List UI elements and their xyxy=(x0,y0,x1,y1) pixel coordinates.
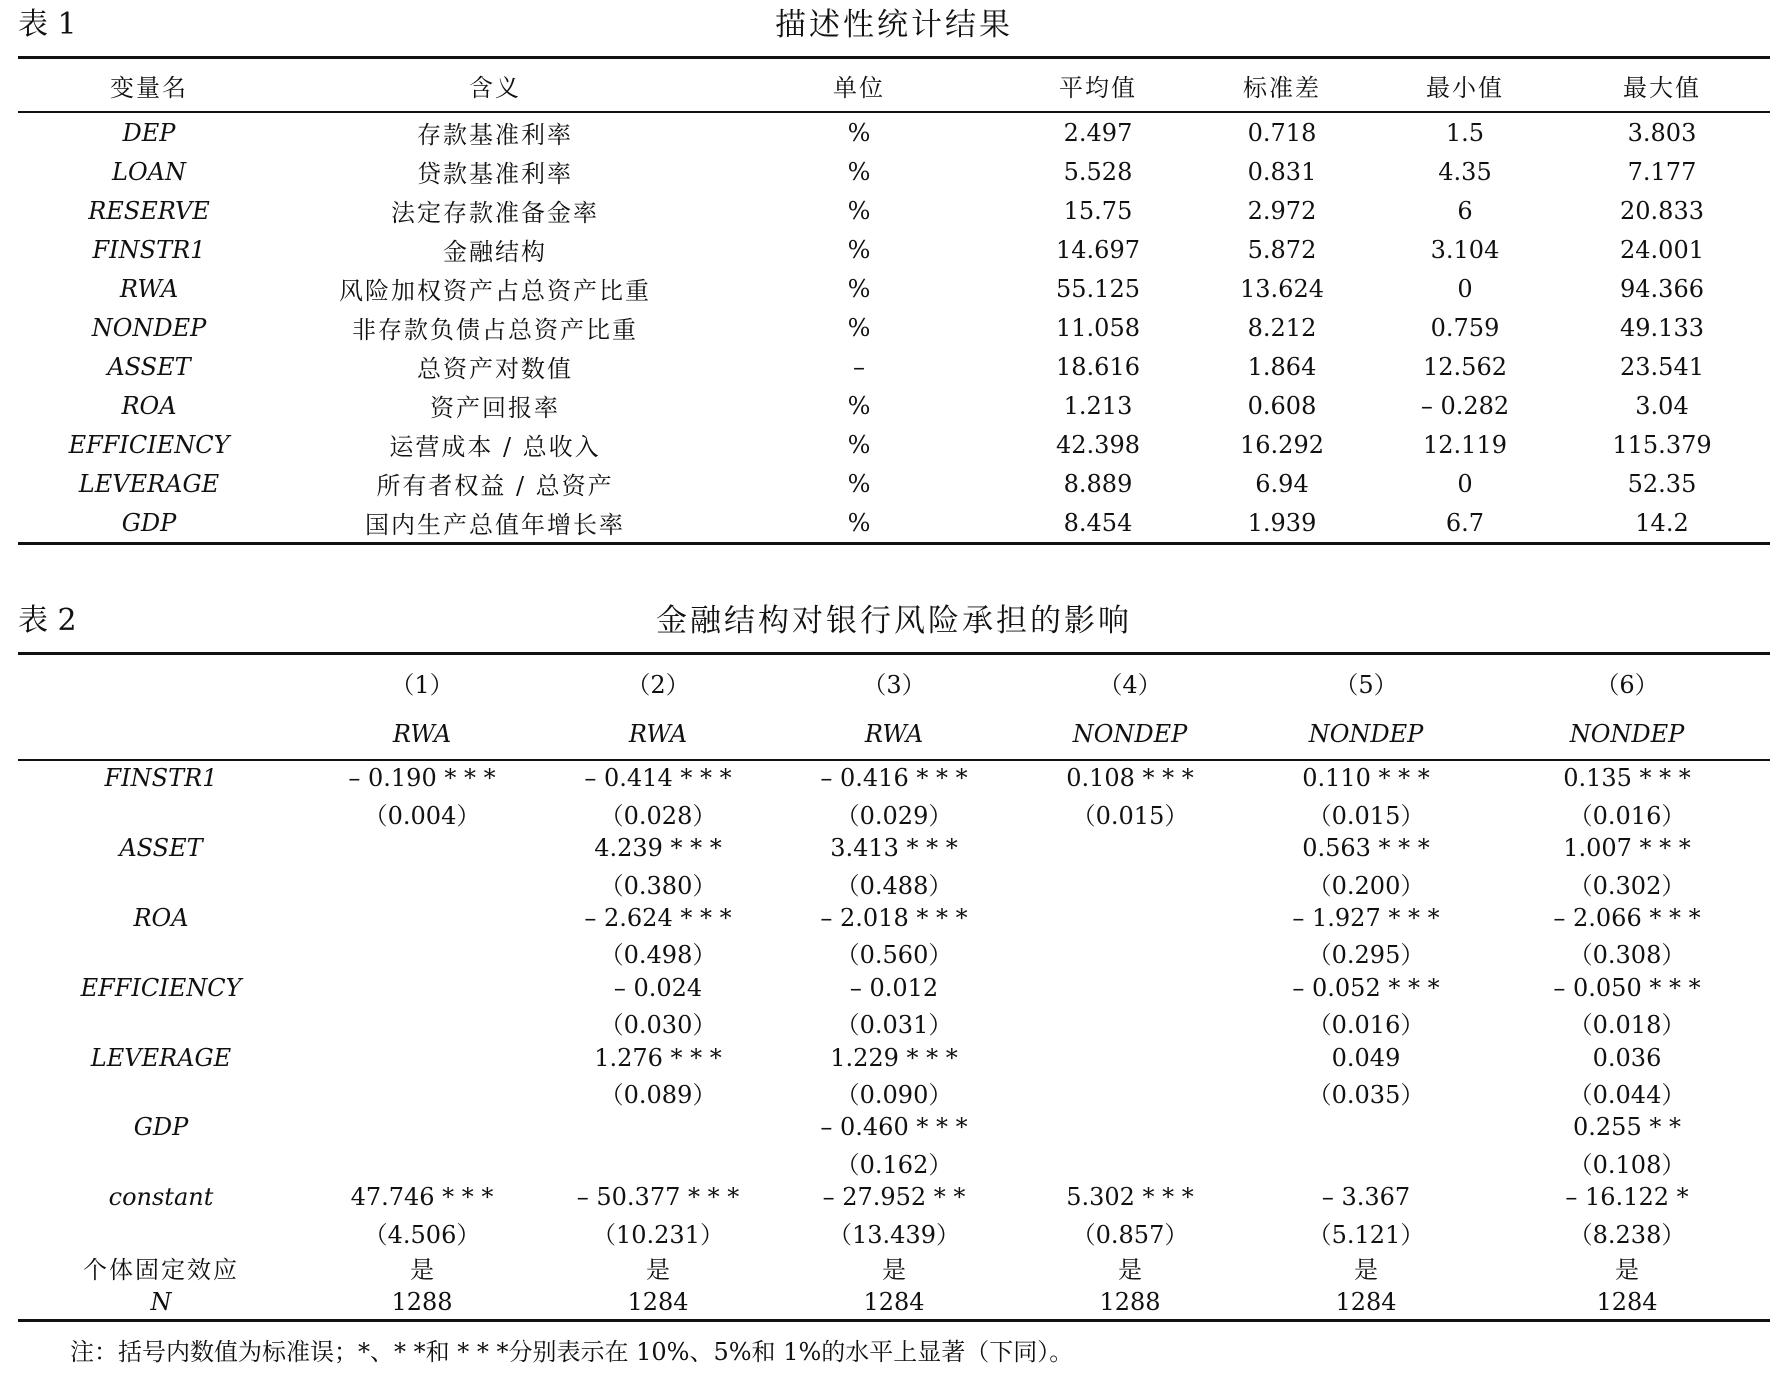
coefficient-cell xyxy=(304,901,540,936)
variable-name-cell: ROA xyxy=(121,391,177,420)
dependent-variable-cell: RWA xyxy=(304,709,540,760)
coefficient-cell: 0.110 * * * xyxy=(1302,764,1430,793)
variable-name-cell: RESERVE xyxy=(88,196,210,225)
coefficient-cell: – 0.414 * * * xyxy=(584,764,732,793)
table1-header-cell: 含义 xyxy=(280,58,710,113)
table1-header-cell: 单位 xyxy=(710,58,1008,113)
table-cell: 15.75 xyxy=(1063,196,1133,225)
coefficient-cell: – 16.122 * xyxy=(1565,1183,1689,1212)
table-cell: % xyxy=(847,430,871,459)
coefficient-cell xyxy=(1248,1110,1484,1145)
fixed-effects-row xyxy=(18,1250,1770,1285)
table-row xyxy=(18,191,1770,230)
variable-name-cell: GDP xyxy=(121,508,177,537)
standard-error-row xyxy=(18,1005,1770,1040)
table-cell: 1284 xyxy=(1596,1287,1658,1316)
table-cell: % xyxy=(847,196,871,225)
table-cell: % xyxy=(847,508,871,537)
table-cell: 42.398 xyxy=(1056,430,1140,459)
table2-column-number-row xyxy=(18,654,1770,710)
standard-error-cell: （0.857） xyxy=(1071,1220,1189,1249)
table-cell: 55.125 xyxy=(1056,274,1140,303)
empty-cell xyxy=(18,1215,304,1250)
table2-label: 表 2 xyxy=(18,603,77,638)
column-number-cell: （6） xyxy=(1595,670,1659,699)
table1-header-cell: 变量名 xyxy=(18,58,280,113)
coefficient-row xyxy=(18,901,1770,936)
table-cell: 是 xyxy=(410,1255,434,1284)
coefficient-cell: 1.229 * * * xyxy=(830,1043,958,1072)
table-cell: 11.058 xyxy=(1056,313,1140,342)
table-row xyxy=(18,152,1770,191)
descriptive-statistics-table xyxy=(18,56,1770,545)
table-cell: 总资产对数值 xyxy=(417,355,573,383)
table-cell: 运营成本 / 总收入 xyxy=(389,433,601,461)
table-cell: 1.213 xyxy=(1063,391,1133,420)
standard-error-row xyxy=(18,1215,1770,1250)
table-cell: 14.2 xyxy=(1635,508,1689,537)
coefficient-cell xyxy=(304,831,540,866)
table-cell: 是 xyxy=(646,1255,670,1284)
coefficient-cell xyxy=(304,1110,540,1145)
table-cell: 52.35 xyxy=(1627,469,1697,498)
table-cell: – xyxy=(853,352,865,381)
standard-error-cell: （8.238） xyxy=(1568,1220,1686,1249)
row-label-cell: 个体固定效应 xyxy=(83,1255,239,1284)
standard-error-cell: （0.498） xyxy=(599,941,717,970)
table-note: 注：括号内数值为标准误；*、* *和 * * *分别表示在 10%、5%和 1%的水平上显著（下同）。 xyxy=(70,1338,1074,1366)
coefficient-cell: – 0.012 xyxy=(849,973,939,1002)
coefficient-cell: 5.302 * * * xyxy=(1066,1183,1194,1212)
empty-header-cell xyxy=(18,709,304,760)
standard-error-cell: （5.121） xyxy=(1307,1220,1425,1249)
coefficient-cell: 1.007 * * * xyxy=(1563,834,1691,863)
standard-error-row xyxy=(18,866,1770,901)
standard-error-cell: （0.089） xyxy=(599,1080,717,1109)
table-cell: 49.133 xyxy=(1620,313,1704,342)
coefficient-cell: 0.135 * * * xyxy=(1563,764,1691,793)
empty-cell xyxy=(18,1005,304,1040)
table-cell: 是 xyxy=(1615,1255,1639,1284)
coefficient-cell: 3.413 * * * xyxy=(830,834,958,863)
standard-error-cell: （0.030） xyxy=(599,1011,717,1040)
standard-error-cell: （10.231） xyxy=(592,1220,724,1249)
table2-title: 金融结构对银行风险承担的影响 xyxy=(656,603,1132,639)
empty-cell xyxy=(18,1075,304,1110)
empty-cell xyxy=(18,935,304,970)
coefficient-row xyxy=(18,831,1770,866)
coefficient-cell xyxy=(1012,901,1248,936)
standard-error-cell xyxy=(1012,935,1248,970)
coefficient-cell: – 0.416 * * * xyxy=(820,764,968,793)
table-row xyxy=(18,269,1770,308)
standard-error-cell xyxy=(1012,866,1248,901)
table-row xyxy=(18,347,1770,386)
table1-header-cell: 最大值 xyxy=(1554,58,1770,113)
coefficient-cell: – 2.018 * * * xyxy=(820,903,968,932)
table-row xyxy=(18,386,1770,425)
standard-error-cell: （0.035） xyxy=(1307,1080,1425,1109)
table-row xyxy=(18,230,1770,269)
table-row xyxy=(18,112,1770,152)
table1-header-cell: 最小值 xyxy=(1376,58,1554,113)
standard-error-cell xyxy=(304,1075,540,1110)
table-cell: 16.292 xyxy=(1240,430,1324,459)
table-cell: % xyxy=(847,274,871,303)
coefficient-cell xyxy=(1012,1040,1248,1075)
variable-name-cell: ROA xyxy=(133,903,189,932)
coefficient-cell: – 0.460 * * * xyxy=(820,1113,968,1142)
table-cell: 2.497 xyxy=(1063,118,1133,147)
coefficient-cell: – 0.024 xyxy=(613,973,703,1002)
variable-name-cell: ASSET xyxy=(107,352,191,381)
table-cell: 5.872 xyxy=(1247,235,1317,264)
empty-cell xyxy=(18,796,304,831)
table-cell: % xyxy=(847,118,871,147)
table-cell: 94.366 xyxy=(1620,274,1704,303)
variable-name-cell: EFFICIENCY xyxy=(68,430,230,459)
coefficient-cell: 0.255 * * xyxy=(1573,1113,1681,1142)
table-cell: 23.541 xyxy=(1620,352,1704,381)
table-cell: 1284 xyxy=(627,1287,689,1316)
table-cell: 是 xyxy=(1118,1255,1142,1284)
column-number-cell: （5） xyxy=(1334,670,1398,699)
table1-header-cell: 标准差 xyxy=(1188,58,1376,113)
empty-cell xyxy=(18,866,304,901)
coefficient-cell: – 3.367 xyxy=(1321,1183,1411,1212)
variable-name-cell: FINSTR1 xyxy=(92,235,206,264)
standard-error-cell: （0.302） xyxy=(1568,871,1686,900)
table1-body xyxy=(18,112,1770,544)
variable-name-cell: LOAN xyxy=(112,157,186,186)
coefficient-cell xyxy=(304,970,540,1005)
table-cell: 6.94 xyxy=(1255,469,1309,498)
table-cell: 所有者权益 / 总资产 xyxy=(376,472,614,500)
variable-name-cell: GDP xyxy=(133,1113,189,1142)
table-cell: 0.718 xyxy=(1247,118,1317,147)
table-cell: 是 xyxy=(1354,1255,1378,1284)
table-cell: 7.177 xyxy=(1627,157,1697,186)
standard-error-cell: （0.018） xyxy=(1568,1011,1686,1040)
standard-error-row xyxy=(18,1075,1770,1110)
table1-label: 表 1 xyxy=(18,7,77,42)
table-cell: 法定存款准备金率 xyxy=(391,199,599,227)
variable-name-cell: ASSET xyxy=(119,834,203,863)
dependent-variable-cell: NONDEP xyxy=(1484,709,1770,760)
table1-title: 描述性统计结果 xyxy=(775,7,1013,43)
coefficient-cell: – 27.952 * * xyxy=(822,1183,966,1212)
standard-error-cell: （0.029） xyxy=(835,801,953,830)
standard-error-cell xyxy=(304,1145,540,1180)
variable-name-cell: RWA xyxy=(119,274,179,303)
standard-error-cell xyxy=(1012,1005,1248,1040)
coefficient-cell: – 50.377 * * * xyxy=(576,1183,740,1212)
standard-error-cell: （0.015） xyxy=(1307,801,1425,830)
dependent-variable-cell: RWA xyxy=(540,709,776,760)
table2-body xyxy=(18,760,1770,1321)
standard-error-cell: （0.295） xyxy=(1307,941,1425,970)
table-cell: 0.759 xyxy=(1430,313,1500,342)
table-cell: 3.803 xyxy=(1627,118,1697,147)
row-label-cell: N xyxy=(150,1287,172,1316)
table-cell: 0 xyxy=(1457,274,1473,303)
standard-error-cell: （0.031） xyxy=(835,1011,953,1040)
table-cell: 国内生产总值年增长率 xyxy=(365,511,625,539)
table-cell: 0.831 xyxy=(1247,157,1317,186)
coefficient-cell xyxy=(1012,970,1248,1005)
table-row xyxy=(18,308,1770,347)
table-cell: 非存款负债占总资产比重 xyxy=(352,316,638,344)
table-cell: 1284 xyxy=(1335,1287,1397,1316)
standard-error-cell: （0.200） xyxy=(1307,871,1425,900)
coefficient-cell: – 2.066 * * * xyxy=(1553,903,1701,932)
table-cell: 24.001 xyxy=(1620,235,1704,264)
table-cell: 1288 xyxy=(391,1287,453,1316)
table-cell: 4.35 xyxy=(1438,157,1492,186)
standard-error-cell: （0.028） xyxy=(599,801,717,830)
variable-name-cell: NONDEP xyxy=(91,313,207,342)
table-cell: 12.562 xyxy=(1423,352,1507,381)
table-cell: 0 xyxy=(1457,469,1473,498)
table-cell: 18.616 xyxy=(1056,352,1140,381)
table-cell: 存款基准利率 xyxy=(417,121,573,149)
coefficient-cell: – 0.052 * * * xyxy=(1292,973,1440,1002)
table-cell: % xyxy=(847,157,871,186)
empty-cell xyxy=(18,1145,304,1180)
coefficient-cell: 0.036 xyxy=(1592,1043,1662,1072)
coefficient-cell: 4.239 * * * xyxy=(594,834,722,863)
standard-error-cell: （0.162） xyxy=(835,1150,953,1179)
standard-error-cell: （0.016） xyxy=(1307,1011,1425,1040)
standard-error-cell xyxy=(304,935,540,970)
standard-error-cell: （0.560） xyxy=(835,941,953,970)
table-cell: 1.939 xyxy=(1247,508,1317,537)
standard-error-cell xyxy=(1012,1145,1248,1180)
table-cell: % xyxy=(847,391,871,420)
table-cell: 6.7 xyxy=(1445,508,1485,537)
coefficient-row xyxy=(18,760,1770,796)
coefficient-row xyxy=(18,1040,1770,1075)
coefficient-row xyxy=(18,970,1770,1005)
regression-results-table xyxy=(18,652,1770,1322)
table-cell: 8.454 xyxy=(1063,508,1133,537)
empty-header-cell xyxy=(18,654,304,710)
standard-error-cell: （0.108） xyxy=(1568,1150,1686,1179)
column-number-cell: （4） xyxy=(1098,670,1162,699)
dependent-variable-cell: NONDEP xyxy=(1012,709,1248,760)
table1-header-cell: 平均值 xyxy=(1008,58,1188,113)
standard-error-cell: （4.506） xyxy=(363,1220,481,1249)
table-cell: 是 xyxy=(882,1255,906,1284)
coefficient-cell: 0.563 * * * xyxy=(1302,834,1430,863)
observations-row xyxy=(18,1285,1770,1321)
table-cell: % xyxy=(847,313,871,342)
variable-name-cell: LEVERAGE xyxy=(78,469,220,498)
coefficient-cell: 1.276 * * * xyxy=(594,1043,722,1072)
standard-error-row xyxy=(18,1145,1770,1180)
table1-header-row xyxy=(18,58,1770,113)
standard-error-cell xyxy=(304,866,540,901)
table-cell: 1284 xyxy=(863,1287,925,1316)
table-row xyxy=(18,464,1770,503)
table-cell: 8.889 xyxy=(1063,469,1133,498)
standard-error-cell xyxy=(1012,1075,1248,1110)
variable-name-cell: FINSTR1 xyxy=(104,764,218,793)
standard-error-cell: （0.090） xyxy=(835,1080,953,1109)
coefficient-cell: – 2.624 * * * xyxy=(584,903,732,932)
coefficient-cell xyxy=(304,1040,540,1075)
standard-error-cell: （0.044） xyxy=(1568,1080,1686,1109)
table1-caption xyxy=(18,2,1770,48)
table-cell: 贷款基准利率 xyxy=(417,160,573,188)
table-cell: 1.5 xyxy=(1445,118,1485,147)
standard-error-row xyxy=(18,796,1770,831)
standard-error-cell: （0.308） xyxy=(1568,941,1686,970)
table-row xyxy=(18,503,1770,544)
coefficient-row xyxy=(18,1180,1770,1215)
table-cell: 115.379 xyxy=(1612,430,1712,459)
standard-error-cell: （0.380） xyxy=(599,871,717,900)
table-cell: 1.864 xyxy=(1247,352,1317,381)
coefficient-cell: – 0.050 * * * xyxy=(1553,973,1701,1002)
table-cell: 20.833 xyxy=(1620,196,1704,225)
table-cell: 12.119 xyxy=(1423,430,1507,459)
table-row xyxy=(18,425,1770,464)
standard-error-cell: （13.439） xyxy=(828,1220,960,1249)
table-cell: 14.697 xyxy=(1056,235,1140,264)
column-number-cell: （3） xyxy=(862,670,926,699)
dependent-variable-cell: NONDEP xyxy=(1248,709,1484,760)
table-cell: 金融结构 xyxy=(443,238,547,266)
table2-caption xyxy=(18,598,1770,644)
standard-error-cell: （0.015） xyxy=(1071,801,1189,830)
table-cell: % xyxy=(847,469,871,498)
standard-error-cell xyxy=(1248,1145,1484,1180)
variable-name-cell: constant xyxy=(108,1183,214,1212)
coefficient-cell: – 1.927 * * * xyxy=(1292,903,1440,932)
variable-name-cell: EFFICIENCY xyxy=(80,973,242,1002)
column-number-cell: （2） xyxy=(626,670,690,699)
standard-error-cell: （0.016） xyxy=(1568,801,1686,830)
table-cell: % xyxy=(847,235,871,264)
variable-name-cell: LEVERAGE xyxy=(90,1043,232,1072)
table-cell: 风险加权资产占总资产比重 xyxy=(339,277,651,305)
table-cell: 3.04 xyxy=(1635,391,1689,420)
coefficient-cell: 0.108 * * * xyxy=(1066,764,1194,793)
standard-error-cell: （0.488） xyxy=(835,871,953,900)
coefficient-row xyxy=(18,1110,1770,1145)
table-cell: – 0.282 xyxy=(1420,391,1510,420)
dependent-variable-cell: RWA xyxy=(776,709,1012,760)
coefficient-cell xyxy=(1012,831,1248,866)
table-cell: 13.624 xyxy=(1240,274,1324,303)
table-cell: 1288 xyxy=(1099,1287,1161,1316)
table-cell: 0.608 xyxy=(1247,391,1317,420)
coefficient-cell: – 0.190 * * * xyxy=(348,764,496,793)
table-cell: 8.212 xyxy=(1247,313,1317,342)
column-number-cell: （1） xyxy=(390,670,454,699)
table-cell: 资产回报率 xyxy=(430,394,560,422)
table-cell: 5.528 xyxy=(1063,157,1133,186)
table-cell: 6 xyxy=(1457,196,1473,225)
table-cell: 3.104 xyxy=(1430,235,1500,264)
standard-error-cell xyxy=(540,1145,776,1180)
standard-error-row xyxy=(18,935,1770,970)
variable-name-cell: DEP xyxy=(122,118,176,147)
table2-dependent-variable-row xyxy=(18,709,1770,760)
coefficient-cell xyxy=(540,1110,776,1145)
standard-error-cell xyxy=(304,1005,540,1040)
coefficient-cell: 47.746 * * * xyxy=(350,1183,494,1212)
coefficient-cell xyxy=(1012,1110,1248,1145)
coefficient-cell: 0.049 xyxy=(1331,1043,1401,1072)
standard-error-cell: （0.004） xyxy=(363,801,481,830)
table-cell: 2.972 xyxy=(1247,196,1317,225)
